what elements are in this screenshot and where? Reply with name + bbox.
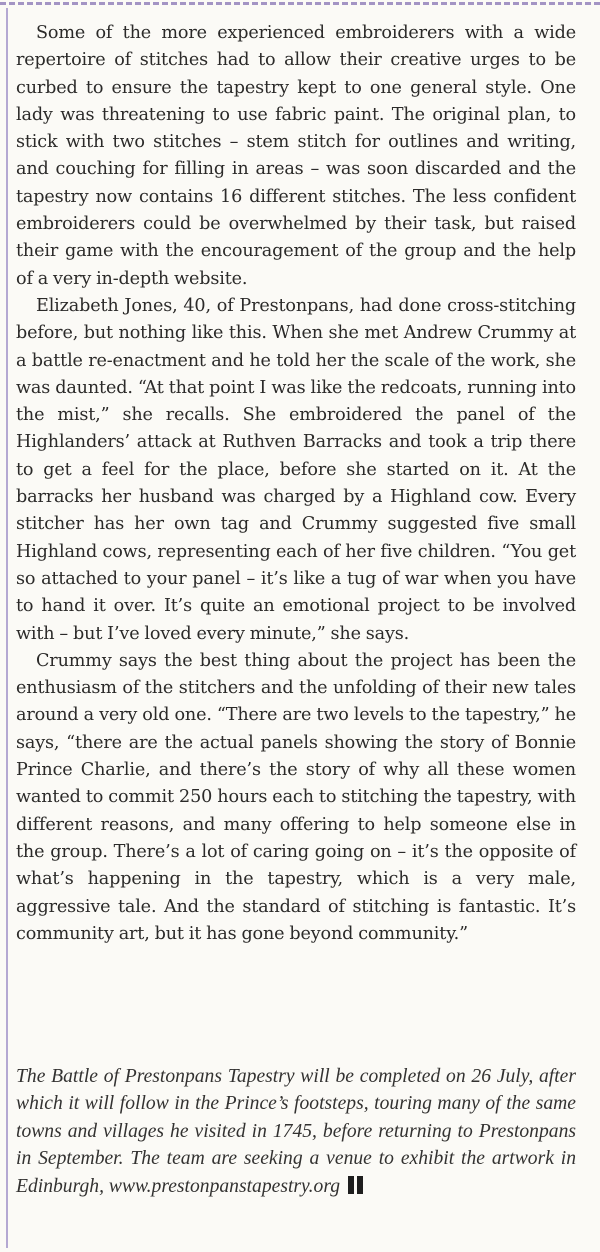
footer-note-text: The Battle of Prestonpans Tapestry will be completed on 26 July, after which it will follow in the Prince’s footsteps, touring many of the same towns and villages he visited in 1745, before returning to Prestonpans in September. The team are seeking a venue to exhibit the artwork in Edinburgh, www.prestonpanstapestry.org bbox=[16, 1066, 576, 1197]
end-of-article-icon bbox=[348, 1175, 366, 1202]
top-dashed-rule bbox=[0, 2, 600, 5]
article-paragraph-3: Crummy says the best thing about the project has been the enthusiasm of the stitchers and the unfolding of their new tales around a very old one. “There are two levels to the tapestry,” he says, “there are the actual panels showing the story of Bonnie Prince Charlie, and there’s the story of why all these women wanted to commit 250 hours each to stitching the tapestry, with different reasons, and many offering to help someone else in the group. There’s a lot of caring going on – it’s the opposite of what’s happening in the tapestry, which is a very male, aggressive tale. And the standard of stitching is fantastic. It’s community art, but it has gone beyond community.” bbox=[16, 650, 576, 944]
article-paragraph-1: Some of the more experienced embroiderers with a wide repertoire of stitches had to allow their creative urges to be curbed to ensure the tapestry kept to one general style. One lady was threatening to use fabric paint. The original plan, to stick with two stitches – stem stitch for outlines and writing, and couching for filling in areas – was soon discarded and the tapestry now contains 16 different stitches. The less confident embroiderers could be overwhelmed by their task, but raised their game with the encouragement of the group and the help of a very in-depth website. bbox=[16, 23, 576, 289]
article-body bbox=[16, 20, 576, 948]
article-paragraph-2: Elizabeth Jones, 40, of Prestonpans, had done cross-stitching before, but nothing like this. When she met Andrew Crummy at a battle re-enactment and he told her the scale of the work, she was daunted. “At that point I was like the redcoats, running into the mist,” she recalls. She embroidered the panel of the Highlanders’ attack at Ruthven Barracks and took a trip there to get a feel for the place, before she started on it. At the barracks her husband was charged by a Highland cow. Every stitcher has her own tag and Crummy suggested five small Highland cows, representing each of her five children. “You get so attached to your panel – it’s like a tug of war when you have to hand it over. It’s quite an emotional project to be involved with – but I’ve loved every minute,” she says. bbox=[16, 295, 576, 644]
left-column-rule bbox=[6, 8, 8, 1248]
footer-note bbox=[16, 1063, 576, 1202]
